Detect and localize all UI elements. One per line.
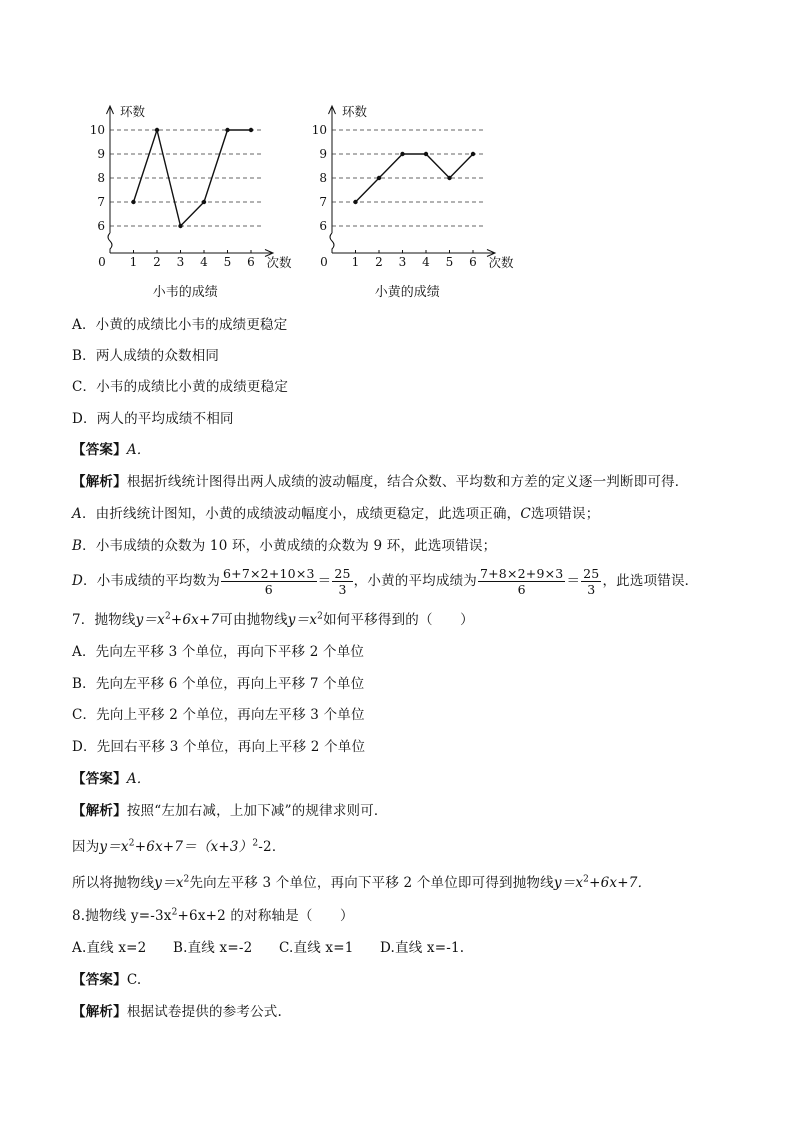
analysis-tag: 【解析】 — [72, 474, 127, 490]
q7-eq2: y＝x — [287, 612, 318, 628]
data-point — [155, 128, 159, 132]
line-charts — [88, 98, 538, 303]
fraction-denominator: 6 — [264, 582, 273, 597]
q8-analysis — [72, 1003, 282, 1021]
equation: y＝x — [553, 875, 584, 891]
equation: +6x+7＝（x+3） — [134, 839, 253, 855]
superscript: 2 — [317, 611, 324, 622]
series-line — [356, 154, 474, 202]
q7-eq1: y＝x — [135, 612, 165, 628]
x-axis-label: 次数 — [266, 255, 292, 270]
y-tick-label: 9 — [97, 147, 105, 161]
x-tick-label: 3 — [398, 255, 407, 269]
q6-analysis — [72, 473, 689, 491]
q7-stem-text1: 7．抛物线 — [72, 612, 136, 628]
equals-sign: ＝ — [566, 573, 581, 589]
data-point — [471, 152, 475, 156]
chart-caption: 小黄的成绩 — [374, 285, 440, 300]
data-point — [353, 200, 357, 204]
y-axis-label: 环数 — [342, 104, 368, 119]
x-tick-label: 4 — [422, 255, 430, 269]
q8-option-a: A.直线 x=2 — [72, 940, 147, 956]
data-point — [225, 128, 229, 132]
letter-a: A — [72, 506, 82, 522]
y-tick-label: 6 — [319, 219, 327, 233]
y-tick-label: 8 — [97, 171, 105, 185]
fraction-xiaohuang-mean — [478, 566, 565, 597]
superscript: 2 — [252, 838, 259, 849]
x-tick-label: 6 — [247, 255, 255, 269]
equals-sign: ＝ — [317, 573, 332, 589]
x-tick-label: 4 — [200, 255, 208, 269]
superscript: 2 — [164, 611, 171, 622]
letter-b: B — [72, 538, 83, 554]
q7-eq1-tail: +6x+7 — [170, 612, 220, 628]
q6-option-a: A．小黄的成绩比小韦的成绩更稳定 — [72, 317, 288, 333]
q6-analysis-a — [72, 505, 599, 523]
x-tick-label: 0 — [320, 255, 328, 269]
fraction-denominator: 6 — [517, 582, 526, 597]
q7-stem — [72, 611, 474, 629]
q7-option-d: D．先回右平移 3 个单位，再向上平移 2 个单位 — [72, 739, 366, 755]
chart-caption: 小韦的成绩 — [152, 285, 218, 300]
y-tick-label: 7 — [97, 195, 105, 209]
q8-answer — [72, 971, 141, 989]
letter-d: D — [72, 573, 84, 589]
analysis-d-text3: ，此选项错误． — [602, 573, 699, 589]
q8-option-b: B.直线 x=-2 — [173, 940, 253, 956]
data-point — [400, 152, 404, 156]
charts-area — [88, 98, 538, 303]
letter-c: C — [520, 506, 531, 522]
q7-stem-text2: 可由抛物线 — [219, 612, 288, 628]
superscript: 2 — [183, 874, 190, 885]
y-tick-label: 8 — [319, 171, 327, 185]
data-point — [178, 224, 182, 228]
equation: -2． — [258, 839, 286, 855]
q6-analysis-d — [72, 566, 698, 597]
x-tick-label: 1 — [351, 255, 360, 269]
fraction-denominator: 3 — [338, 582, 347, 597]
series-line — [134, 130, 252, 226]
q8-option-d: D.直线 x=-1. — [380, 940, 465, 956]
analysis-text: 按照“左加右减，上加下减”的规律求则可． — [126, 803, 388, 819]
fraction-numerator: 25 — [583, 566, 600, 581]
q6-answer — [72, 441, 150, 459]
data-point — [447, 176, 451, 180]
q8-option-c: C.直线 x=1 — [279, 940, 354, 956]
text: 因为 — [72, 839, 100, 855]
q6-option-c: C．小韦的成绩比小黄的成绩更稳定 — [72, 379, 289, 395]
data-point — [131, 200, 135, 204]
axis-break — [108, 233, 112, 253]
x-tick-label: 6 — [469, 255, 477, 269]
analysis-a-text2: 选项错误； — [530, 506, 600, 522]
y-axis-label: 环数 — [120, 104, 146, 119]
answer-value: A． — [126, 442, 151, 458]
fraction-numerator: 25 — [334, 566, 351, 581]
q8-stem — [72, 907, 354, 925]
data-point — [249, 128, 253, 132]
text: 所以将抛物线 — [72, 875, 155, 891]
fraction-result — [581, 566, 601, 597]
y-tick-label: 6 — [97, 219, 105, 233]
analysis-d-text2: ，小黄的平均成绩为 — [353, 573, 477, 589]
superscript: 2 — [128, 838, 135, 849]
answer-value: A． — [126, 771, 151, 787]
equation: y＝x — [154, 875, 184, 891]
fraction-xiaowei-mean — [221, 566, 317, 597]
q7-analysis-line3 — [72, 874, 651, 892]
x-tick-label: 0 — [98, 255, 106, 269]
q6-analysis-b — [72, 537, 496, 555]
x-tick-label: 5 — [223, 255, 232, 269]
data-point — [377, 176, 381, 180]
q7-stem-text3: 如何平移得到的（ ） — [323, 612, 474, 628]
x-tick-label: 2 — [153, 255, 161, 269]
fraction-numerator: 6+7×2+10×3 — [223, 566, 315, 581]
answer-tag: 【答案】 — [72, 442, 127, 458]
q8-stem-tail: +6x+2 的对称轴是（ ） — [177, 908, 354, 924]
y-tick-label: 7 — [319, 195, 327, 209]
q8-stem-text: 8.抛物线 y=-3x — [72, 908, 172, 924]
q7-analysis — [72, 802, 388, 820]
y-tick-label: 9 — [319, 147, 327, 161]
analysis-tag: 【解析】 — [72, 803, 127, 819]
x-tick-label: 1 — [129, 255, 138, 269]
analysis-tag: 【解析】 — [72, 1004, 127, 1020]
q7-option-a: A．先向左平移 3 个单位，再向下平移 2 个单位 — [72, 644, 365, 660]
q7-option-c: C．先向上平移 2 个单位，再向左平移 3 个单位 — [72, 707, 365, 723]
q7-analysis-line2 — [72, 838, 286, 856]
y-tick-label: 10 — [311, 123, 327, 137]
y-tick-label: 10 — [89, 123, 105, 137]
superscript: 2 — [583, 874, 590, 885]
data-point — [202, 200, 206, 204]
analysis-text: 根据试卷提供的参考公式. — [126, 1004, 283, 1020]
answer-value: C. — [126, 972, 142, 988]
superscript: 2 — [171, 907, 178, 918]
fraction-result — [332, 566, 352, 597]
q6-option-d: D．两人的平均成绩不相同 — [72, 411, 234, 427]
q7-answer — [72, 770, 150, 788]
analysis-b-text: ．小韦成绩的众数为 10 环，小黄成绩的众数为 9 环，此选项错误； — [82, 538, 497, 554]
analysis-d-text1: ．小韦成绩的平均数为 — [83, 573, 221, 589]
x-tick-label: 5 — [445, 255, 454, 269]
x-axis-label: 次数 — [488, 255, 514, 270]
q7-option-b: B．先向左平移 6 个单位，再向上平移 7 个单位 — [72, 676, 365, 692]
equation: +6x+7． — [589, 875, 652, 891]
text: 先向左平移 3 个单位，再向下平移 2 个单位即可得到抛物线 — [189, 875, 554, 891]
x-tick-label: 3 — [176, 255, 185, 269]
answer-tag: 【答案】 — [72, 771, 127, 787]
analysis-text: 根据折线统计图得出两人成绩的波动幅度，结合众数、平均数和方差的定义逐一判断即可得． — [126, 474, 689, 490]
fraction-denominator: 3 — [587, 582, 596, 597]
x-tick-label: 2 — [375, 255, 383, 269]
answer-tag: 【答案】 — [72, 972, 127, 988]
analysis-a-text1: ．由折线统计图知，小黄的成绩波动幅度小，成绩更稳定，此选项正确， — [81, 506, 521, 522]
equation: y＝x — [99, 839, 129, 855]
axis-break — [330, 233, 334, 253]
q6-option-b: B．两人成绩的众数相同 — [72, 348, 220, 364]
data-point — [424, 152, 428, 156]
fraction-numerator: 7+8×2+9×3 — [479, 566, 564, 581]
